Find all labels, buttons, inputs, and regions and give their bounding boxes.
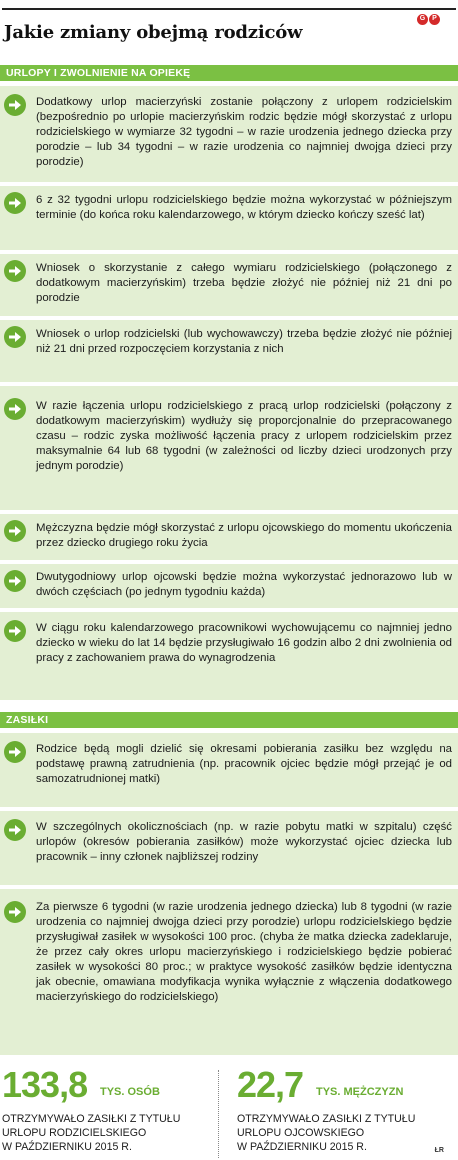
arrow-icon: [4, 819, 26, 841]
item-text: Wniosek o urlop rodzicielski (lub wychowawczy) trzeba będzie złożyć nie później niż 21 dni przed rozpoczęciem korzystania z nich: [36, 328, 452, 355]
list-item: [0, 889, 458, 1055]
list-item: [0, 612, 458, 700]
stat-desc-line: OTRZYMYWAŁO ZASIŁKI Z TYTUŁU: [237, 1113, 416, 1125]
stat-desc-parental: [2, 1112, 180, 1154]
item-text: W razie łączenia urlopu rodzicielskiego z pracą urlop rodzicielski (połączony z dodatkowym macierzyńskim) wydłuży się proporcjonalnie do przepracowanego czasu – rodzic zyska możliwość łączenia pracy z urlopem rodzicielskim przez maksymalnie 64 lub 68 tygodni (w zależności od liczby dzieci urodzonych przy jednym porodzie): [36, 400, 452, 472]
list-item: [0, 514, 458, 560]
headline: Jakie zmiany obejmą rodziców: [4, 22, 303, 43]
stat-desc-line: W PAŹDZIERNIKU 2015 R.: [2, 1141, 132, 1153]
stat-desc-line: URLOPU OJCOWSKIEGO: [237, 1127, 365, 1139]
arrow-icon: [4, 94, 26, 116]
stat-unit-paternity: TYS. MĘŻCZYZN: [316, 1086, 404, 1098]
section-header-benefits: ZASIŁKI: [0, 712, 458, 728]
item-text: Za pierwsze 6 tygodni (w razie urodzenia jednego dziecka) lub 8 tygodni (w razie urodzenia co najmniej dwojga dzieci przy porodzie) urlopu rodzicielskiego będzie przysługiwał zasiłek w wysokości 100 proc. (chyba że matka dziecka zadeklaruje, że przez cały okres urlopu macierzyńskiego i rodzicielskiego będzie pobierać zasiłek w wysokości 80 proc.; w praktyce wysokość zasiłków będzie identyczna jak obecnie, omawiana modyfikacja wynika wyłącznie z włączenia dodatkowego macierzyńskiego do rodzicielskiego): [36, 901, 452, 1003]
arrow-icon: [4, 260, 26, 282]
item-text: W szczególnych okolicznościach (np. w razie pobytu matki w szpitalu) część urlopów (okresów pobierania zasiłków) może wykorzystać ojciec dziecka lub pracownik – inny członek najbliższej rodziny: [36, 821, 452, 863]
list-item: [0, 254, 458, 316]
arrow-icon: [4, 570, 26, 592]
item-text: W ciągu roku kalendarzowego pracownikowi wychowującemu co najmniej jedno dziecko w wieku do lat 14 będzie przysługiwało 16 godzin albo 2 dni zwolnienia od pracy z zachowaniem prawa do wynagrodzenia: [36, 622, 452, 664]
arrow-icon: [4, 741, 26, 763]
stat-desc-line: W PAŹDZIERNIKU 2015 R.: [237, 1141, 367, 1153]
arrow-icon: [4, 192, 26, 214]
stat-value-parental: 133,8: [2, 1064, 88, 1105]
list-item: [0, 733, 458, 807]
arrow-icon: [4, 326, 26, 348]
item-text: Rodzice będą mogli dzielić się okresami pobierania zasiłku bez względu na podstawę prawną zatrudnienia (np. pracownik ojciec będzie mógł przejąć je od samozatrudnionej matki): [36, 743, 452, 785]
arrow-icon: [4, 901, 26, 923]
list-item: [0, 811, 458, 885]
list-item: [0, 564, 458, 608]
author-credit: ŁR: [434, 1147, 444, 1154]
item-text: Dodatkowy urlop macierzyński zostanie połączony z urlopem rodzicielskim (bezpośrednio po urlopie macierzyńskim rodzic będzie mógł skorzystać z urlopu rodzicielskiego w wymiarze 32 tygodni – w razie urodzenia jednego dziecka przy porodzie – lub 34 tygodni – w razie urodzenia co najmniej dwojga dzieci przy porodzie): [36, 96, 452, 168]
section-header-leave: URLOPY I ZWOLNIENIE NA OPIEKĘ: [0, 65, 458, 81]
arrow-icon: [4, 620, 26, 642]
stat-desc-line: OTRZYMYWAŁO ZASIŁKI Z TYTUŁU: [2, 1113, 181, 1125]
item-text: Wniosek o skorzystanie z całego wymiaru rodzicielskiego (połączonego z dodatkowym macierzyńskim) trzeba będzie złożyć nie później niż 21 dni po porodzie: [36, 262, 452, 304]
stat-value-paternity: 22,7: [237, 1064, 304, 1105]
item-text: 6 z 32 tygodni urlopu rodzicielskiego będzie można wykorzystać w późniejszym terminie (do końca roku kalendarzowego, w którym dziecko kończy sześć lat): [36, 194, 452, 221]
stat-unit-parental: TYS. OSÓB: [100, 1086, 160, 1098]
arrow-icon: [4, 520, 26, 542]
stat-desc-paternity: [237, 1112, 415, 1154]
publication-logo: G P: [417, 14, 440, 25]
stat-desc-line: URLOPU RODZICIELSKIEGO: [2, 1127, 147, 1139]
stats-divider: [218, 1070, 219, 1158]
arrow-icon: [4, 398, 26, 420]
list-item: [0, 386, 458, 510]
item-text: Mężczyzna będzie mógł skorzystać z urlopu ojcowskiego do momentu ukończenia przez dziecko drugiego roku życia: [36, 522, 452, 549]
list-item: [0, 86, 458, 182]
list-item: [0, 320, 458, 382]
item-text: Dwutygodniowy urlop ojcowski będzie można wykorzystać jednorazowo lub w dwóch częściach (po jednym tygodniu każda): [36, 571, 452, 598]
list-item: [0, 186, 458, 250]
top-rule: [2, 8, 456, 10]
